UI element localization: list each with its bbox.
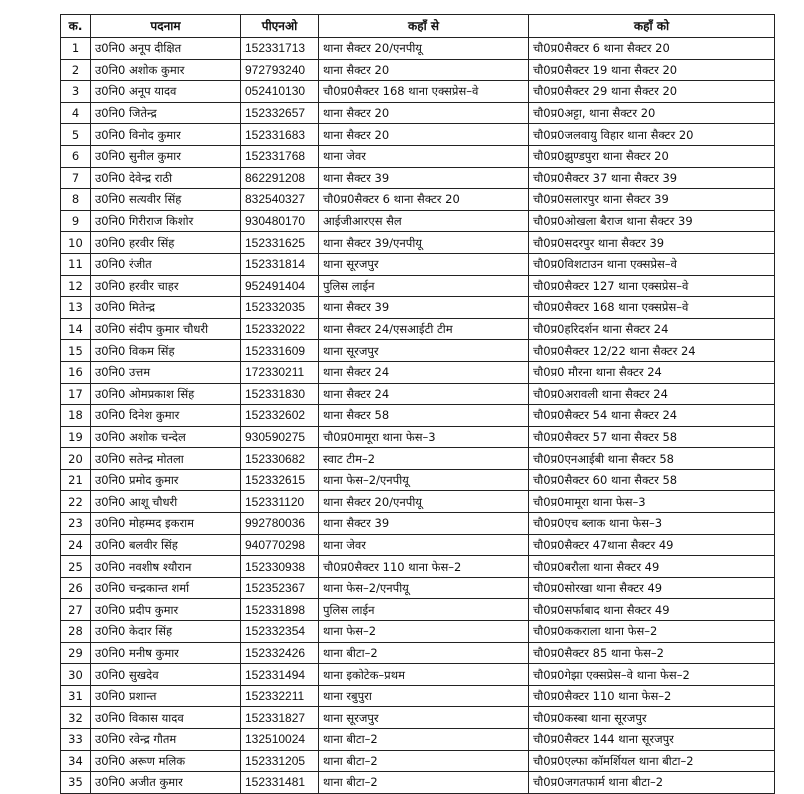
cell-from-location: थाना सूरजपुर: [319, 253, 529, 275]
cell-serial-number: 1: [61, 38, 91, 60]
cell-from-location: स्वाट टीम–2: [319, 448, 529, 470]
cell-serial-number: 21: [61, 469, 91, 491]
cell-designation-name: उ0नि0 देवेन्द्र राठी: [91, 167, 241, 189]
cell-from-location: थाना सैक्टर 20: [319, 102, 529, 124]
cell-serial-number: 29: [61, 642, 91, 664]
cell-from-location: थाना सूरजपुर: [319, 340, 529, 362]
cell-from-location: थाना इकोटेक–प्रथम: [319, 664, 529, 686]
cell-designation-name: उ0नि0 संदीप कुमार चौधरी: [91, 318, 241, 340]
cell-to-location: चौ0प्र0 मौरना थाना सैक्टर 24: [529, 361, 775, 383]
cell-pno: 132510024: [241, 729, 319, 751]
cell-from-location: थाना सैक्टर 58: [319, 405, 529, 427]
header-pno: पीएनओ: [241, 15, 319, 38]
cell-serial-number: 8: [61, 189, 91, 211]
cell-pno: 972793240: [241, 59, 319, 81]
cell-from-location: थाना सैक्टर 20: [319, 124, 529, 146]
cell-pno: 152332035: [241, 297, 319, 319]
cell-designation-name: उ0नि0 बलवीर सिंह: [91, 534, 241, 556]
table-row: [61, 556, 775, 578]
table-header: [61, 15, 775, 38]
cell-from-location: चौ0प्र0मामूरा थाना फेस–3: [319, 426, 529, 448]
cell-from-location: थाना सैक्टर 24/एसआईटी टीम: [319, 318, 529, 340]
table-row: [61, 189, 775, 211]
cell-to-location: चौ0प्र0जगतफार्म थाना बीटा–2: [529, 772, 775, 794]
cell-to-location: चौ0प्र0सैक्टर 54 थाना सैक्टर 24: [529, 405, 775, 427]
cell-serial-number: 15: [61, 340, 91, 362]
table-row: [61, 383, 775, 405]
cell-serial-number: 6: [61, 145, 91, 167]
cell-from-location: थाना सैक्टर 39: [319, 167, 529, 189]
cell-pno: 940770298: [241, 534, 319, 556]
cell-designation-name: उ0नि0 सत्यवीर सिंह: [91, 189, 241, 211]
transfer-list-document: [60, 14, 775, 794]
table-row: [61, 577, 775, 599]
cell-designation-name: उ0नि0 अनूप दीक्षित: [91, 38, 241, 60]
cell-serial-number: 34: [61, 750, 91, 772]
table-row: [61, 210, 775, 232]
table-row: [61, 59, 775, 81]
cell-pno: 930480170: [241, 210, 319, 232]
cell-pno: 152332426: [241, 642, 319, 664]
table-row: [61, 513, 775, 535]
cell-designation-name: उ0नि0 अशोक कुमार: [91, 59, 241, 81]
cell-pno: 152331494: [241, 664, 319, 686]
cell-pno: 152332657: [241, 102, 319, 124]
cell-pno: 172330211: [241, 361, 319, 383]
cell-serial-number: 22: [61, 491, 91, 513]
cell-designation-name: उ0नि0 आशू चौधरी: [91, 491, 241, 513]
cell-from-location: थाना सैक्टर 20/एनपीयू: [319, 38, 529, 60]
cell-from-location: चौ0प्र0सैक्टर 6 थाना सैक्टर 20: [319, 189, 529, 211]
cell-to-location: चौ0प्र0सोरखा थाना सैक्टर 49: [529, 577, 775, 599]
cell-designation-name: उ0नि0 विकम सिंह: [91, 340, 241, 362]
cell-pno: 152331898: [241, 599, 319, 621]
cell-serial-number: 35: [61, 772, 91, 794]
table-row: [61, 232, 775, 254]
cell-serial-number: 27: [61, 599, 91, 621]
table-row: [61, 729, 775, 751]
transfer-table: [60, 14, 775, 794]
cell-serial-number: 5: [61, 124, 91, 146]
table-body: [61, 38, 775, 794]
cell-pno: 152331205: [241, 750, 319, 772]
cell-from-location: थाना बीटा–2: [319, 772, 529, 794]
cell-serial-number: 31: [61, 685, 91, 707]
cell-designation-name: उ0नि0 अरूण मलिक: [91, 750, 241, 772]
cell-to-location: चौ0प्र0सलारपुर थाना सैक्टर 39: [529, 189, 775, 211]
table-row: [61, 167, 775, 189]
cell-pno: 152332354: [241, 621, 319, 643]
cell-from-location: चौ0प्र0सैक्टर 110 थाना फेस–2: [319, 556, 529, 578]
cell-pno: 992780036: [241, 513, 319, 535]
cell-serial-number: 10: [61, 232, 91, 254]
cell-serial-number: 18: [61, 405, 91, 427]
cell-to-location: चौ0प्र0जलवायु विहार थाना सैक्टर 20: [529, 124, 775, 146]
cell-designation-name: उ0नि0 विकास यादव: [91, 707, 241, 729]
cell-serial-number: 33: [61, 729, 91, 751]
cell-pno: 152330682: [241, 448, 319, 470]
cell-pno: 152332602: [241, 405, 319, 427]
table-row: [61, 491, 775, 513]
cell-pno: 832540327: [241, 189, 319, 211]
cell-serial-number: 19: [61, 426, 91, 448]
table-row: [61, 469, 775, 491]
cell-pno: 152331830: [241, 383, 319, 405]
cell-serial-number: 12: [61, 275, 91, 297]
table-row: [61, 405, 775, 427]
cell-to-location: चौ0प्र0सैक्टर 144 थाना सूरजपुर: [529, 729, 775, 751]
cell-from-location: थाना सैक्टर 20/एनपीयू: [319, 491, 529, 513]
cell-to-location: चौ0प्र0सैक्टर 110 थाना फेस–2: [529, 685, 775, 707]
cell-pno: 152331713: [241, 38, 319, 60]
cell-serial-number: 20: [61, 448, 91, 470]
header-serial-number: क.: [61, 15, 91, 38]
table-row: [61, 340, 775, 362]
cell-from-location: चौ0प्र0सैक्टर 168 थाना एक्सप्रेस–वे: [319, 81, 529, 103]
table-row: [61, 664, 775, 686]
cell-to-location: चौ0प्र0सैक्टर 6 थाना सैक्टर 20: [529, 38, 775, 60]
cell-from-location: थाना सूरजपुर: [319, 707, 529, 729]
cell-pno: 152331120: [241, 491, 319, 513]
header-row: [61, 15, 775, 38]
table-row: [61, 685, 775, 707]
header-designation-name: पदनाम: [91, 15, 241, 38]
cell-serial-number: 3: [61, 81, 91, 103]
table-row: [61, 750, 775, 772]
table-row: [61, 448, 775, 470]
cell-designation-name: उ0नि0 अजीत कुमार: [91, 772, 241, 794]
cell-designation-name: उ0नि0 जितेन्द्र: [91, 102, 241, 124]
cell-designation-name: उ0नि0 अनूप यादव: [91, 81, 241, 103]
cell-to-location: चौ0प्र0सैक्टर 47थाना सैक्टर 49: [529, 534, 775, 556]
cell-pno: 152332022: [241, 318, 319, 340]
header-from-location: कहाँ से: [319, 15, 529, 38]
table-row: [61, 297, 775, 319]
cell-serial-number: 17: [61, 383, 91, 405]
cell-from-location: पुलिस लाईन: [319, 275, 529, 297]
cell-serial-number: 16: [61, 361, 91, 383]
cell-to-location: चौ0प्र0मामूरा थाना फेस–3: [529, 491, 775, 513]
table-row: [61, 772, 775, 794]
cell-to-location: चौ0प्र0ओखला बैराज थाना सैक्टर 39: [529, 210, 775, 232]
cell-to-location: चौ0प्र0गेझा एक्सप्रेस–वे थाना फेस–2: [529, 664, 775, 686]
cell-from-location: थाना सैक्टर 39: [319, 513, 529, 535]
cell-designation-name: उ0नि0 विनोद कुमार: [91, 124, 241, 146]
table-row: [61, 275, 775, 297]
cell-designation-name: उ0नि0 रवेन्द्र गौतम: [91, 729, 241, 751]
cell-designation-name: उ0नि0 ओमप्रकाश सिंह: [91, 383, 241, 405]
cell-to-location: चौ0प्र0ककराला थाना फेस–2: [529, 621, 775, 643]
cell-from-location: थाना बीटा–2: [319, 642, 529, 664]
table-row: [61, 426, 775, 448]
cell-designation-name: उ0नि0 नवशीष श्यौरान: [91, 556, 241, 578]
cell-pno: 152331683: [241, 124, 319, 146]
cell-pno: 930590275: [241, 426, 319, 448]
table-row: [61, 707, 775, 729]
cell-to-location: चौ0प्र0झुण्डपुरा थाना सैक्टर 20: [529, 145, 775, 167]
cell-to-location: चौ0प्र0सैक्टर 19 थाना सैक्टर 20: [529, 59, 775, 81]
cell-pno: 152331625: [241, 232, 319, 254]
cell-designation-name: उ0नि0 हरवीर चाहर: [91, 275, 241, 297]
cell-from-location: थाना बीटा–2: [319, 729, 529, 751]
cell-designation-name: उ0नि0 अशोक चन्देल: [91, 426, 241, 448]
cell-to-location: चौ0प्र0अरावली थाना सैक्टर 24: [529, 383, 775, 405]
cell-to-location: चौ0प्र0एनआईबी थाना सैक्टर 58: [529, 448, 775, 470]
cell-designation-name: उ0नि0 मितेन्द्र: [91, 297, 241, 319]
cell-pno: 152330938: [241, 556, 319, 578]
cell-serial-number: 30: [61, 664, 91, 686]
cell-from-location: थाना सैक्टर 39/एनपीयू: [319, 232, 529, 254]
cell-serial-number: 7: [61, 167, 91, 189]
cell-designation-name: उ0नि0 चन्द्रकान्त शर्मा: [91, 577, 241, 599]
table-row: [61, 253, 775, 275]
cell-designation-name: उ0नि0 दिनेश कुमार: [91, 405, 241, 427]
cell-serial-number: 13: [61, 297, 91, 319]
cell-from-location: थाना फेस–2/एनपीयू: [319, 469, 529, 491]
cell-serial-number: 23: [61, 513, 91, 535]
cell-from-location: थाना सैक्टर 20: [319, 59, 529, 81]
cell-to-location: चौ0प्र0सैक्टर 12/22 थाना सैक्टर 24: [529, 340, 775, 362]
cell-serial-number: 32: [61, 707, 91, 729]
cell-serial-number: 24: [61, 534, 91, 556]
cell-from-location: थाना सैक्टर 24: [319, 361, 529, 383]
cell-to-location: चौ0प्र0सैक्टर 85 थाना फेस–2: [529, 642, 775, 664]
cell-to-location: चौ0प्र0सैक्टर 29 थाना सैक्टर 20: [529, 81, 775, 103]
table-row: [61, 124, 775, 146]
cell-serial-number: 4: [61, 102, 91, 124]
cell-designation-name: उ0नि0 सुखदेव: [91, 664, 241, 686]
cell-to-location: चौ0प्र0सैक्टर 37 थाना सैक्टर 39: [529, 167, 775, 189]
cell-pno: 152332211: [241, 685, 319, 707]
cell-from-location: थाना फेस–2/एनपीयू: [319, 577, 529, 599]
table-row: [61, 318, 775, 340]
cell-designation-name: उ0नि0 रंजीत: [91, 253, 241, 275]
cell-designation-name: उ0नि0 प्रदीप कुमार: [91, 599, 241, 621]
table-row: [61, 621, 775, 643]
cell-to-location: चौ0प्र0सैक्टर 60 थाना सैक्टर 58: [529, 469, 775, 491]
cell-from-location: पुलिस लाईन: [319, 599, 529, 621]
cell-designation-name: उ0नि0 प्रमोद कुमार: [91, 469, 241, 491]
cell-to-location: चौ0प्र0सैक्टर 168 थाना एक्सप्रेस–वे: [529, 297, 775, 319]
cell-to-location: चौ0प्र0कस्बा थाना सूरजपुर: [529, 707, 775, 729]
cell-to-location: चौ0प्र0सर्फाबाद थाना सैक्टर 49: [529, 599, 775, 621]
cell-from-location: थाना सैक्टर 24: [319, 383, 529, 405]
cell-from-location: थाना बीटा–2: [319, 750, 529, 772]
cell-serial-number: 28: [61, 621, 91, 643]
cell-to-location: चौ0प्र0एच ब्लाक थाना फेस–3: [529, 513, 775, 535]
cell-designation-name: उ0नि0 सुनील कुमार: [91, 145, 241, 167]
table-row: [61, 361, 775, 383]
cell-to-location: चौ0प्र0सैक्टर 57 थाना सैक्टर 58: [529, 426, 775, 448]
cell-to-location: चौ0प्र0सैक्टर 127 थाना एक्सप्रेस–वे: [529, 275, 775, 297]
cell-pno: 862291208: [241, 167, 319, 189]
cell-serial-number: 14: [61, 318, 91, 340]
cell-to-location: चौ0प्र0एल्फा कॉमर्शियल थाना बीटा–2: [529, 750, 775, 772]
cell-to-location: चौ0प्र0अट्टा, थाना सैक्टर 20: [529, 102, 775, 124]
cell-from-location: थाना जेवर: [319, 534, 529, 556]
cell-pno: 152331609: [241, 340, 319, 362]
cell-designation-name: उ0नि0 प्रशान्त: [91, 685, 241, 707]
cell-to-location: चौ0प्र0हरिदर्शन थाना सैक्टर 24: [529, 318, 775, 340]
cell-pno: 152332615: [241, 469, 319, 491]
cell-serial-number: 26: [61, 577, 91, 599]
cell-serial-number: 11: [61, 253, 91, 275]
cell-to-location: चौ0प्र0सदरपुर थाना सैक्टर 39: [529, 232, 775, 254]
cell-from-location: थाना जेवर: [319, 145, 529, 167]
cell-serial-number: 25: [61, 556, 91, 578]
table-row: [61, 81, 775, 103]
cell-to-location: चौ0प्र0बरौला थाना सैक्टर 49: [529, 556, 775, 578]
cell-designation-name: उ0नि0 केदार सिंह: [91, 621, 241, 643]
table-row: [61, 145, 775, 167]
cell-pno: 152331814: [241, 253, 319, 275]
cell-from-location: आईजीआरएस सैल: [319, 210, 529, 232]
cell-pno: 152331827: [241, 707, 319, 729]
cell-to-location: चौ0प्र0विशटाउन थाना एक्सप्रेस–वे: [529, 253, 775, 275]
cell-designation-name: उ0नि0 हरवीर सिंह: [91, 232, 241, 254]
cell-designation-name: उ0नि0 गिरीराज किशोर: [91, 210, 241, 232]
cell-designation-name: उ0नि0 सतेन्द्र मोतला: [91, 448, 241, 470]
cell-from-location: थाना सैक्टर 39: [319, 297, 529, 319]
cell-designation-name: उ0नि0 मोहम्मद इकराम: [91, 513, 241, 535]
cell-pno: 952491404: [241, 275, 319, 297]
table-row: [61, 599, 775, 621]
header-to-location: कहाँ को: [529, 15, 775, 38]
cell-pno: 152331768: [241, 145, 319, 167]
table-row: [61, 38, 775, 60]
cell-serial-number: 2: [61, 59, 91, 81]
cell-designation-name: उ0नि0 उत्तम: [91, 361, 241, 383]
table-row: [61, 534, 775, 556]
table-row: [61, 102, 775, 124]
table-row: [61, 642, 775, 664]
cell-serial-number: 9: [61, 210, 91, 232]
cell-pno: 152331481: [241, 772, 319, 794]
cell-pno: 152352367: [241, 577, 319, 599]
cell-designation-name: उ0नि0 मनीष कुमार: [91, 642, 241, 664]
cell-pno: 052410130: [241, 81, 319, 103]
cell-from-location: थाना रबुपुरा: [319, 685, 529, 707]
cell-from-location: थाना फेस–2: [319, 621, 529, 643]
